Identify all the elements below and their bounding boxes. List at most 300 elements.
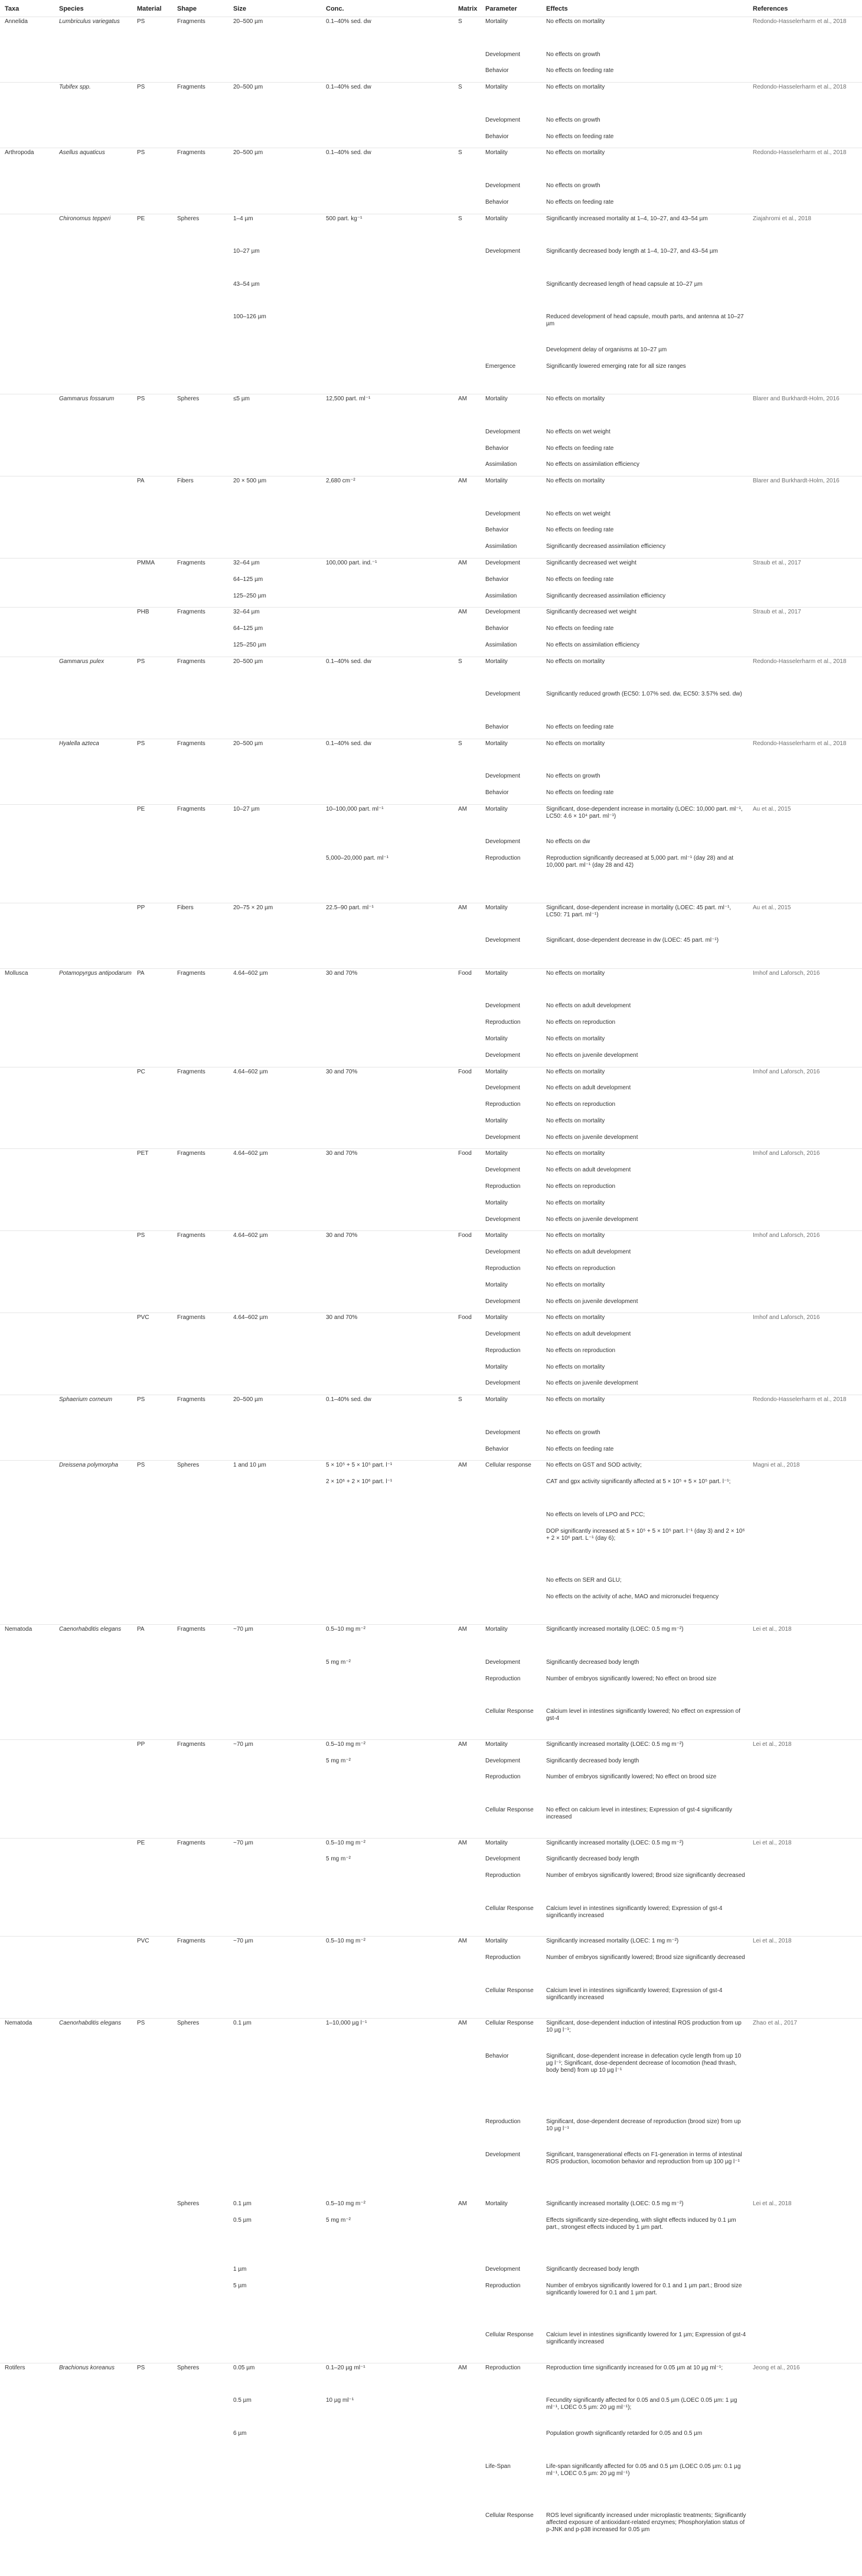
effects-cell: No effects on adult development [546, 1003, 631, 1010]
shape-cell: Spheres [177, 215, 200, 222]
parameter-cell: Development [485, 2151, 520, 2158]
table-row [0, 1247, 862, 1263]
size-cell: 10–27 µm [233, 805, 260, 812]
conc-cell: 0.1–40% sed. dw [326, 149, 371, 156]
reference-cell: Imhof and Laforsch, 2016 [753, 1232, 820, 1239]
shape-cell: Fragments [177, 1068, 205, 1075]
table-row [0, 1870, 862, 1904]
reference-cell: Ziajahromi et al., 2018 [753, 215, 811, 222]
taxa-cell: Nematoda [5, 1626, 32, 1633]
table-row [0, 2264, 862, 2281]
conc-cell: 0.5–10 mg m⁻² [326, 1626, 365, 1633]
parameter-cell: Mortality [485, 1035, 508, 1042]
parameter-cell: Cellular Response [485, 1708, 534, 1715]
effects-cell: Significantly lowered emerging rate for all size ranges [546, 363, 686, 370]
matrix-cell: S [458, 84, 462, 91]
matrix-cell: AM [458, 1741, 467, 1748]
table-row [0, 1674, 862, 1707]
parameter-cell: Mortality [485, 1839, 508, 1846]
size-cell: 20 × 500 µm [233, 478, 267, 485]
table-row [0, 623, 862, 640]
size-cell: 0.5 µm [233, 2216, 252, 2224]
effects-cell: Life-span significantly affected for 0.05 and 0.5 µm (LOEC 0.05 µm: 0.1 µg ml⁻¹, LOEC 0.5 µm: 20 µg ml⁻¹) [546, 2463, 741, 2477]
size-cell: 10–27 µm [233, 248, 260, 254]
parameter-cell: Mortality [485, 1314, 508, 1321]
size-cell: 20–500 µm [233, 84, 263, 91]
table-row [0, 1444, 862, 1461]
effects-cell: No effects on reproduction [546, 1101, 616, 1108]
effects-cell: No effects on adult development [546, 1167, 631, 1174]
parameter-cell: Reproduction [485, 2118, 521, 2125]
table-row [0, 1297, 862, 1313]
table-row [0, 558, 862, 574]
row-separator [0, 968, 862, 969]
parameter-cell: Assimilation [485, 543, 517, 550]
table-row [0, 1510, 862, 1526]
table-row [0, 2281, 862, 2330]
parameter-cell: Assimilation [485, 461, 517, 468]
reference-cell: Redondo-Hasselerharm et al., 2018 [753, 18, 847, 25]
table-row [0, 1346, 862, 1362]
material-cell: PS [137, 740, 145, 747]
reference-cell: Magni et al., 2018 [753, 1462, 800, 1469]
effects-cell: Fecundity significantly affected for 0.05 and 0.5 µm (LOEC 0.05 µm: 1 µg ml⁻¹, LOEC 0.5 µm: 20 µg ml⁻¹); [546, 2397, 737, 2411]
material-cell: PS [137, 149, 145, 156]
material-cell: PP [137, 904, 145, 911]
size-cell: 4.64–602 µm [233, 1232, 268, 1239]
size-cell: ~70 µm [233, 1626, 253, 1633]
table-row [0, 50, 862, 66]
taxa-cell: Rotifers [5, 2364, 25, 2371]
reference-cell: Redondo-Hasselerharm et al., 2018 [753, 84, 847, 91]
effects-cell: No effects on feeding rate [546, 527, 614, 534]
size-cell: 4.64–602 µm [233, 1150, 268, 1157]
shape-cell: Fragments [177, 609, 205, 616]
effects-cell: No effects on mortality [546, 478, 605, 485]
matrix-cell: AM [458, 1839, 467, 1846]
species-cell: Lumbriculus variegatus [59, 18, 120, 25]
parameter-cell: Mortality [485, 1199, 508, 1206]
species-cell: Gammarus pulex [59, 658, 105, 665]
size-cell: 125–250 µm [233, 642, 266, 648]
size-cell: 1–4 µm [233, 215, 253, 222]
effects-cell: No effects on growth [546, 51, 600, 58]
size-cell: 64–125 µm [233, 576, 263, 583]
effects-cell: Significantly increased mortality (LOEC: 0.5 mg m⁻²) [546, 1741, 684, 1748]
table-row [0, 1953, 862, 1986]
effects-cell: No effects on wet weight [546, 428, 610, 435]
table-row [0, 361, 862, 394]
effects-cell: Number of embryos significantly lowered; No effect on brood size [546, 1774, 717, 1781]
size-cell: 100–126 µm [233, 314, 266, 321]
conc-cell: 1–10,000 µg l⁻¹ [326, 2020, 367, 2027]
parameter-cell: Behavior [485, 67, 509, 74]
effects-cell: No effects on adult development [546, 1331, 631, 1338]
parameter-cell: Development [485, 510, 520, 517]
parameter-cell: Mortality [485, 1068, 508, 1075]
table-row [0, 1116, 862, 1132]
effects-cell: Effects significantly size-depending, with slight effects induced by 0.1 µm part., strongest effects induced by 1 µm part. [546, 2216, 736, 2231]
table-row [0, 2051, 862, 2117]
table-row [0, 2363, 862, 2396]
parameter-cell: Development [485, 838, 520, 845]
shape-cell: Fragments [177, 658, 205, 665]
table-row [0, 476, 862, 509]
effects-cell: No effects on feeding rate [546, 576, 614, 583]
size-cell: 1 and 10 µm [233, 1462, 266, 1469]
table-row [0, 1904, 862, 1937]
shape-cell: Spheres [177, 1462, 200, 1469]
size-cell: 43–54 µm [233, 280, 260, 288]
header-effects: Effects [546, 5, 568, 12]
reference-cell: Au et al., 2015 [753, 805, 791, 812]
species-cell: Brachionus koreanus [59, 2364, 115, 2371]
conc-cell: 30 and 70% [326, 969, 358, 977]
parameter-cell: Development [485, 428, 520, 435]
reference-cell: Imhof and Laforsch, 2016 [753, 969, 820, 977]
matrix-cell: S [458, 740, 462, 747]
parameter-cell: Development [485, 116, 520, 123]
conc-cell: 5,000–20,000 part. ml⁻¹ [326, 855, 388, 862]
species-cell: Gammarus fossarum [59, 396, 115, 403]
effects-cell: Calcium level in intestines significantly lowered for 1 µm; Expression of gst-4 significantly increased [546, 2332, 746, 2346]
table-row [0, 1214, 862, 1231]
material-cell: PS [137, 1396, 145, 1403]
parameter-cell: Reproduction [485, 1954, 521, 1961]
shape-cell: Spheres [177, 396, 200, 403]
parameter-cell: Mortality [485, 1363, 508, 1370]
effects-cell: Significant, dose-dependent increase in defecation cycle length from up 10 µg l⁻¹; Significant, dose-dependent decrease of locomotion (head thrash, body bend) from up 10 µg l⁻¹ [546, 2052, 742, 2074]
parameter-cell: Mortality [485, 969, 508, 977]
effects-cell: Significant, transgenerational effects on F1-generation in terms of intestinal ROS production, locomotion behavior and reproduction from up 100 µg l⁻¹ [546, 2151, 742, 2165]
table-row [0, 1165, 862, 1181]
shape-cell: Fragments [177, 1232, 205, 1239]
parameter-cell: Mortality [485, 18, 508, 25]
effects-cell: No effects on dw [546, 838, 590, 845]
reference-cell: Lei et al., 2018 [753, 1741, 792, 1748]
effects-cell: No effects on mortality [546, 658, 605, 665]
material-cell: PA [137, 1626, 145, 1633]
matrix-cell: S [458, 149, 462, 156]
parameter-cell: Development [485, 937, 520, 944]
reference-cell: Straub et al., 2017 [753, 560, 801, 566]
parameter-cell: Mortality [485, 2200, 508, 2207]
shape-cell: Fragments [177, 1314, 205, 1321]
size-cell: 4.64–602 µm [233, 1068, 268, 1075]
conc-cell: 2 × 10⁶ + 2 × 10⁶ part. l⁻¹ [326, 1478, 393, 1485]
table-row [0, 2150, 862, 2199]
matrix-cell: AM [458, 1626, 467, 1633]
shape-cell: Fragments [177, 1938, 205, 1945]
table-row [0, 2215, 862, 2264]
effects-cell: Calcium level in intestines significantly lowered; Expression of gst-4 significantly increased [546, 1905, 723, 1919]
matrix-cell: Food [458, 1314, 472, 1321]
effects-cell: No effects on feeding rate [546, 198, 614, 205]
effects-cell: Significantly decreased body length [546, 1757, 639, 1764]
shape-cell: Fragments [177, 1839, 205, 1846]
table-row [0, 935, 862, 968]
parameter-cell: Mortality [485, 478, 508, 485]
conc-cell: 5 mg m⁻² [326, 1856, 351, 1863]
row-separator [0, 1838, 862, 1839]
shape-cell: Fragments [177, 560, 205, 566]
matrix-cell: S [458, 1396, 462, 1403]
effects-cell: ROS level significantly increased under microplastic treatments; Significantly affected exposure of antioxidant-related enzymes; Phosphorylation status of p-JNK and p-p38 increased for 0.05 µm [546, 2512, 746, 2533]
effects-cell: Population growth significantly retarded for 0.05 and 0.5 µm [546, 2430, 703, 2437]
table-row [0, 2018, 862, 2051]
table-row [0, 1936, 862, 1953]
parameter-cell: Behavior [485, 198, 509, 205]
matrix-cell: S [458, 658, 462, 665]
parameter-cell: Cellular response [485, 1462, 531, 1469]
material-cell: PHB [137, 609, 149, 616]
table-row [0, 1460, 862, 1477]
matrix-cell: Food [458, 969, 472, 977]
effects-cell: No effects on reproduction [546, 1019, 616, 1026]
size-cell: 5 µm [233, 2282, 247, 2289]
effects-cell: No effects on juvenile development [546, 1298, 638, 1305]
material-cell: PE [137, 1839, 145, 1846]
effects-cell: Reproduction time significantly increased for 0.05 µm at 10 µg ml⁻¹; [546, 2364, 723, 2371]
effects-cell: No effects on mortality [546, 1281, 605, 1288]
material-cell: PA [137, 478, 145, 485]
parameter-cell: Emergence [485, 363, 516, 370]
reference-cell: Lei et al., 2018 [753, 1938, 792, 1945]
conc-cell: 30 and 70% [326, 1150, 358, 1157]
effects-cell: Significantly increased mortality (LOEC: 0.5 mg m⁻²) [546, 2200, 684, 2207]
material-cell: PS [137, 2364, 145, 2371]
matrix-cell: AM [458, 904, 467, 911]
row-separator [0, 82, 862, 83]
table-row [0, 17, 862, 50]
table-row [0, 2199, 862, 2215]
size-cell: 0.5 µm [233, 2397, 252, 2404]
table-row [0, 1230, 862, 1247]
shape-cell: Fragments [177, 1626, 205, 1633]
species-cell: Tubifex spp. [59, 84, 91, 91]
effects-cell: No effects on growth [546, 1429, 600, 1436]
effects-cell: Significantly decreased wet weight [546, 609, 636, 616]
shape-cell: Spheres [177, 2200, 200, 2207]
effects-cell: No effects on feeding rate [546, 723, 614, 730]
reference-cell: Redondo-Hasselerharm et al., 2018 [753, 658, 847, 665]
parameter-cell: Development [485, 2266, 520, 2273]
parameter-cell: Development [485, 1331, 520, 1338]
effects-cell: Significantly decreased body length [546, 1658, 639, 1666]
table-row [0, 2510, 862, 2576]
table-row [0, 607, 862, 623]
parameter-cell: Mortality [485, 658, 508, 665]
size-cell: 125–250 µm [233, 592, 266, 599]
conc-cell: 0.1–20 µg ml⁻¹ [326, 2364, 365, 2371]
table-row [0, 345, 862, 361]
reference-cell: Lei et al., 2018 [753, 2200, 792, 2207]
table-row [0, 574, 862, 591]
effects-cell: No effect on calcium level in intestines; Expression of gst-4 significantly increased [546, 1806, 732, 1820]
parameter-cell: Development [485, 1429, 520, 1436]
material-cell: PA [137, 969, 145, 977]
conc-cell: 5 mg m⁻² [326, 1658, 351, 1666]
shape-cell: Fibers [177, 478, 194, 485]
parameter-cell: Mortality [485, 1938, 508, 1945]
effects-cell: Significantly increased mortality (LOEC: 1 mg m⁻²) [546, 1938, 679, 1945]
effects-cell: Number of embryos significantly lowered; Brood size significantly decreased [546, 1954, 745, 1961]
conc-cell: 0.5–10 mg m⁻² [326, 1938, 365, 1945]
matrix-cell: AM [458, 2020, 467, 2027]
table-row [0, 1986, 862, 2019]
parameter-cell: Mortality [485, 904, 508, 911]
row-separator [0, 1230, 862, 1231]
effects-cell: Significant, dose-dependent increase in mortality (LOEC: 45 part. ml⁻¹, LC50: 71 part. ml⁻¹) [546, 904, 732, 918]
table-row [0, 1132, 862, 1149]
effects-cell: No effects on mortality [546, 740, 605, 747]
table-row [0, 1378, 862, 1395]
conc-cell: 100,000 part. ind.⁻¹ [326, 560, 377, 566]
matrix-cell: Food [458, 1232, 472, 1239]
table-row [0, 394, 862, 427]
conc-cell: 10 µg ml⁻¹ [326, 2397, 354, 2404]
table-row [0, 1706, 862, 1739]
effects-cell: No effects on juvenile development [546, 1134, 638, 1141]
material-cell: PC [137, 1068, 145, 1075]
effects-cell: No effects on reproduction [546, 1183, 616, 1190]
table-row [0, 541, 862, 558]
material-cell: PS [137, 396, 145, 403]
shape-cell: Fragments [177, 149, 205, 156]
table-row [0, 1624, 862, 1657]
table-row [0, 2330, 862, 2363]
parameter-cell: Development [485, 1003, 520, 1010]
table-row [0, 968, 862, 1001]
conc-cell: 2,680 cm⁻² [326, 478, 355, 485]
parameter-cell: Cellular Response [485, 1987, 534, 1994]
parameter-cell: Reproduction [485, 1774, 521, 1781]
conc-cell: 30 and 70% [326, 1232, 358, 1239]
effects-cell: Number of embryos significantly lowered; Brood size significantly decreased [546, 1872, 745, 1879]
reference-cell: Blarer and Burkhardt-Holm, 2016 [753, 478, 840, 485]
parameter-cell: Mortality [485, 1396, 508, 1403]
effects-cell: Significantly decreased length of head capsule at 10–27 µm [546, 280, 703, 288]
size-cell: 0.05 µm [233, 2364, 255, 2371]
effects-cell: No effects on feeding rate [546, 133, 614, 140]
table-row [0, 1001, 862, 1017]
effects-cell: No effects on mortality [546, 1035, 605, 1042]
effects-cell: No effects on feeding rate [546, 625, 614, 632]
parameter-cell: Development [485, 1757, 520, 1764]
parameter-cell: Reproduction [485, 1183, 521, 1190]
table-row [0, 197, 862, 214]
effects-cell: Significant, dose-dependent decrease in dw (LOEC: 45 part. ml⁻¹) [546, 937, 719, 944]
effects-cell: Number of embryos significantly lowered; No effect on brood size [546, 1675, 717, 1682]
conc-cell: 0.1–40% sed. dw [326, 658, 371, 665]
size-cell: 1 µm [233, 2266, 247, 2273]
conc-cell: 5 × 10⁵ + 5 × 10⁵ part. l⁻¹ [326, 1462, 393, 1469]
table-row [0, 903, 862, 936]
material-cell: PE [137, 215, 145, 222]
species-cell: Caenorhabditis elegans [59, 1626, 122, 1633]
table-row [0, 1280, 862, 1297]
table-row [0, 1050, 862, 1067]
reference-cell: Redondo-Hasselerharm et al., 2018 [753, 149, 847, 156]
table-row [0, 1477, 862, 1510]
table-row [0, 804, 862, 837]
conc-cell: 0.5–10 mg m⁻² [326, 2200, 365, 2207]
species-cell: Dreissena polymorpha [59, 1462, 119, 1469]
taxa-cell: Arthropoda [5, 149, 34, 156]
table-row [0, 771, 862, 788]
reference-cell: Zhao et al., 2017 [753, 2020, 798, 2027]
parameter-cell: Behavior [485, 723, 509, 730]
parameter-cell: Reproduction [485, 1872, 521, 1879]
parameter-cell: Mortality [485, 1150, 508, 1157]
table-row [0, 1739, 862, 1756]
parameter-cell: Reproduction [485, 2282, 521, 2289]
table-row [0, 1756, 862, 1772]
table-row [0, 1838, 862, 1855]
shape-cell: Fragments [177, 1741, 205, 1748]
effects-cell: No effects on wet weight [546, 510, 610, 517]
reference-cell: Imhof and Laforsch, 2016 [753, 1068, 820, 1075]
parameter-cell: Cellular Response [485, 1806, 534, 1813]
shape-cell: Fragments [177, 1396, 205, 1403]
conc-cell: 0.1–40% sed. dw [326, 18, 371, 25]
table-row [0, 1198, 862, 1214]
header-shape: Shape [177, 5, 197, 12]
matrix-cell: S [458, 215, 462, 222]
reference-cell: Blarer and Burkhardt-Holm, 2016 [753, 396, 840, 403]
table-row [0, 443, 862, 460]
matrix-cell: AM [458, 1938, 467, 1945]
shape-cell: Fragments [177, 84, 205, 91]
parameter-cell: Mortality [485, 740, 508, 747]
taxa-cell: Nematoda [5, 2020, 32, 2027]
parameter-cell: Cellular Response [485, 2332, 534, 2339]
parameter-cell: Mortality [485, 396, 508, 403]
size-cell: 64–125 µm [233, 625, 263, 632]
shape-cell: Spheres [177, 2020, 200, 2027]
effects-cell: No effects on mortality [546, 1117, 605, 1124]
conc-cell: 30 and 70% [326, 1314, 358, 1321]
table-row [0, 115, 862, 132]
effects-cell: No effects on growth [546, 116, 600, 123]
species-cell: Asellus aquaticus [59, 149, 105, 156]
reference-cell: Au et al., 2015 [753, 904, 791, 911]
row-separator [0, 1739, 862, 1740]
size-cell: 4.64–602 µm [233, 969, 268, 977]
effects-cell: No effects on mortality [546, 1396, 605, 1403]
effects-cell: No effects on assimilation efficiency [546, 461, 640, 468]
effects-cell: Calcium level in intestines significantly lowered; No effect on expression of gst-4 [546, 1708, 740, 1722]
reference-cell: Straub et al., 2017 [753, 609, 801, 616]
row-separator [0, 1148, 862, 1149]
table-row [0, 2117, 862, 2150]
conc-cell: 5 mg m⁻² [326, 1757, 351, 1764]
parameter-cell: Cellular Response [485, 2512, 534, 2519]
table-row [0, 1034, 862, 1050]
parameter-cell: Development [485, 1298, 520, 1305]
effects-cell: CAT and gpx activity significantly affected at 5 × 10⁵ + 5 × 10⁵ part. l⁻¹; [546, 1478, 731, 1485]
parameter-cell: Mortality [485, 1741, 508, 1748]
shape-cell: Spheres [177, 2364, 200, 2371]
size-cell: ~70 µm [233, 1839, 253, 1846]
effects-cell: No effects on mortality [546, 18, 605, 25]
effects-cell: No effects on feeding rate [546, 67, 614, 74]
parameter-cell: Behavior [485, 789, 509, 796]
species-cell: Caenorhabditis elegans [59, 2020, 122, 2027]
effects-cell: No effects on mortality [546, 1232, 605, 1239]
effects-cell: Significantly decreased body length [546, 2266, 639, 2273]
matrix-cell: AM [458, 560, 467, 566]
